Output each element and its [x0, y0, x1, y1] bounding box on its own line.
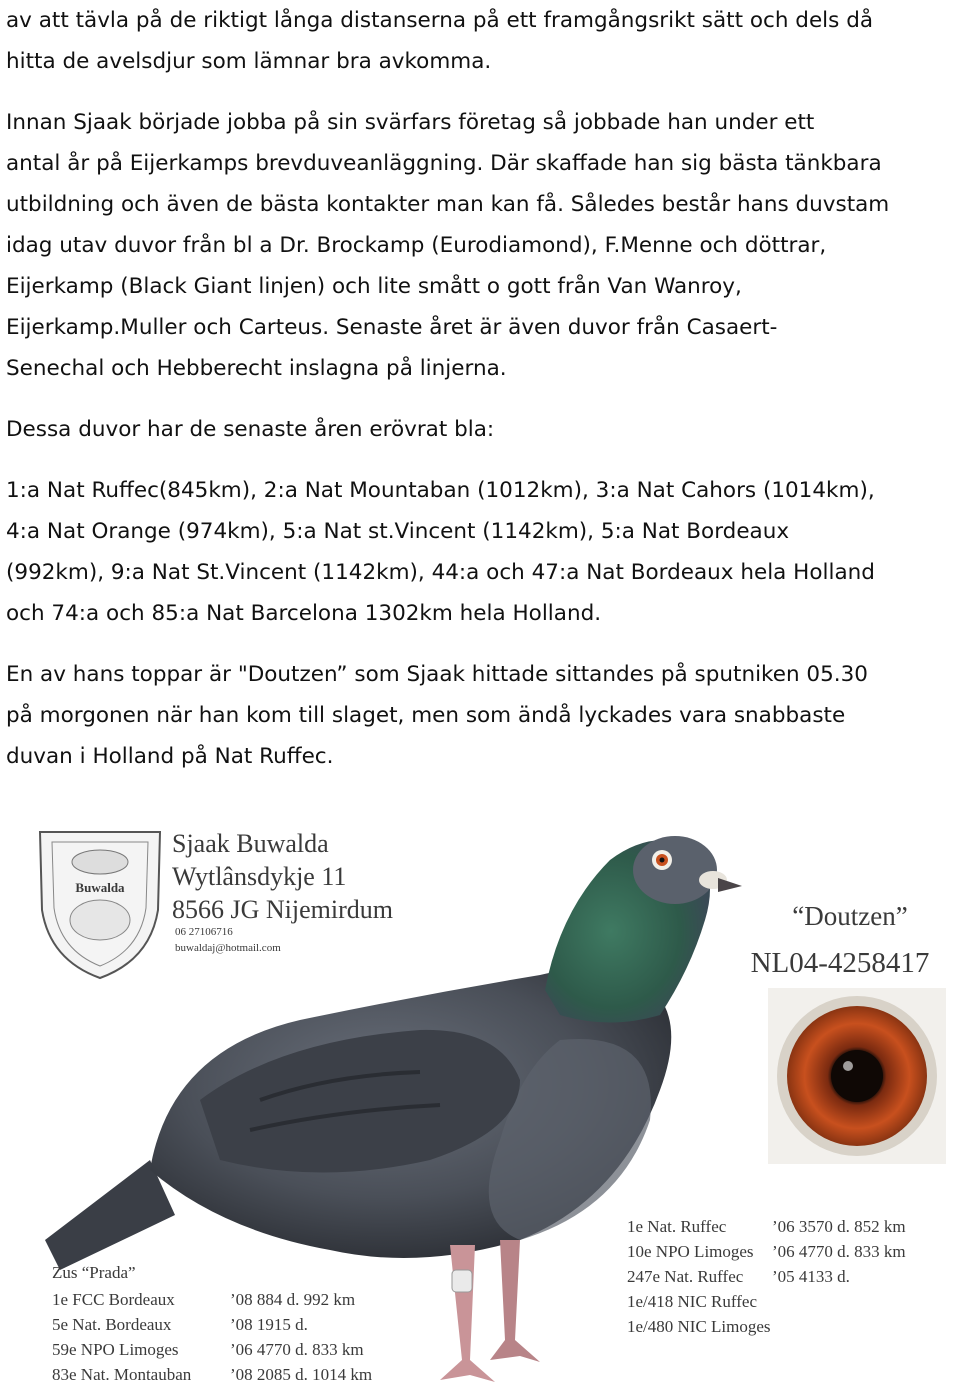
text-line: idag utav duvor från bl a Dr. Brockamp (Eurodiamond), F.Menne och döttrar,: [6, 233, 827, 258]
result-place: 247e Nat. Ruffec: [627, 1267, 744, 1286]
result-place: 1e/418 NIC Ruffec: [627, 1292, 757, 1311]
eye-closeup: [768, 988, 946, 1164]
text-line: Innan Sjaak började jobba på sin svärfars företag så jobbade han under ett: [6, 110, 815, 135]
sister-result-detail: ’08 884 d. 992 km: [230, 1290, 356, 1309]
sister-result-place: 83e Nat. Montauban: [52, 1365, 192, 1384]
text-line: antal år på Eijerkamps brevduveanläggning. Där skaffade han sig bästa tänkbara: [6, 151, 882, 176]
result-place: 1e/480 NIC Limoges: [627, 1317, 771, 1336]
sister-result-place: 1e FCC Bordeaux: [52, 1290, 175, 1309]
paragraph-2: [6, 102, 958, 389]
text-line: Eijerkamp.Muller och Carteus. Senaste året är även duvor från Casaert-: [6, 315, 778, 340]
owner-email: buwaldaj@hotmail.com: [175, 942, 281, 954]
sister-result-detail: ’06 4770 d. 833 km: [230, 1340, 364, 1359]
sister-result-place: 59e NPO Limoges: [52, 1340, 179, 1359]
result-detail: ’06 3570 d. 852 km: [772, 1217, 906, 1236]
sister-result-place: 5e Nat. Bordeaux: [52, 1315, 172, 1334]
pigeon-card-image: [0, 800, 960, 1387]
owner-city: 8566 JG Nijemirdum: [172, 895, 393, 924]
text-line: 1:a Nat Ruffec(845km), 2:a Nat Mountaban (1012km), 3:a Nat Cahors (1014km),: [6, 478, 875, 503]
owner-info: [172, 829, 393, 954]
text-line: hitta de avelsdjur som lämnar bra avkomma.: [6, 49, 492, 74]
ring-number: NL04-4258417: [750, 947, 930, 979]
text-line: En av hans toppar är "Doutzen” som Sjaak hittade sittandes på sputniken 05.30: [6, 662, 868, 687]
sister-result-detail: ’08 1915 d.: [230, 1315, 308, 1334]
text-line: av att tävla på de riktigt långa distanserna på ett framgångsrikt sätt och dels då: [6, 8, 874, 33]
bird-name: “Doutzen”: [792, 901, 908, 931]
text-line: 4:a Nat Orange (974km), 5:a Nat st.Vincent (1142km), 5:a Nat Bordeaux: [6, 519, 790, 544]
owner-name: Sjaak Buwalda: [172, 829, 329, 858]
result-detail: ’06 4770 d. 833 km: [772, 1242, 906, 1261]
result-detail: ’05 4133 d.: [772, 1267, 850, 1286]
paragraph-5: [6, 654, 958, 777]
text-line: Dessa duvor har de senaste åren erövrat bla:: [6, 417, 495, 442]
sister-results: [52, 1263, 372, 1384]
text-line: Eijerkamp (Black Giant linjen) och lite smått o gott från Van Wanroy,: [6, 274, 742, 299]
paragraph-1: [6, 0, 958, 82]
sister-label: Zus “Prada”: [52, 1263, 136, 1282]
owner-phone: 06 27106716: [175, 926, 233, 938]
text-line: Senechal och Hebberecht inslagna på linjerna.: [6, 356, 507, 381]
text-line: på morgonen när han kom till slaget, men som ändå lyckades vara snabbaste: [6, 703, 846, 728]
logo-text: Buwalda: [75, 880, 125, 895]
text-line: (992km), 9:a Nat St.Vincent (1142km), 44:a och 47:a Nat Bordeaux hela Holland: [6, 560, 875, 585]
owner-street: Wytlânsdykje 11: [172, 862, 347, 891]
text-line: utbildning och även de bästa kontakter man kan få. Således består hans duvstam: [6, 192, 890, 217]
buwalda-crest-logo: [40, 832, 160, 978]
results-list: [627, 1217, 906, 1336]
text-line: duvan i Holland på Nat Ruffec.: [6, 744, 334, 769]
text-line: och 74:a och 85:a Nat Barcelona 1302km hela Holland.: [6, 601, 602, 626]
paragraph-4: [6, 470, 958, 634]
result-place: 1e Nat. Ruffec: [627, 1217, 727, 1236]
sister-result-detail: ’08 2085 d. 1014 km: [230, 1365, 373, 1384]
article-text: [6, 0, 958, 777]
paragraph-3: [6, 409, 958, 450]
result-place: 10e NPO Limoges: [627, 1242, 754, 1261]
